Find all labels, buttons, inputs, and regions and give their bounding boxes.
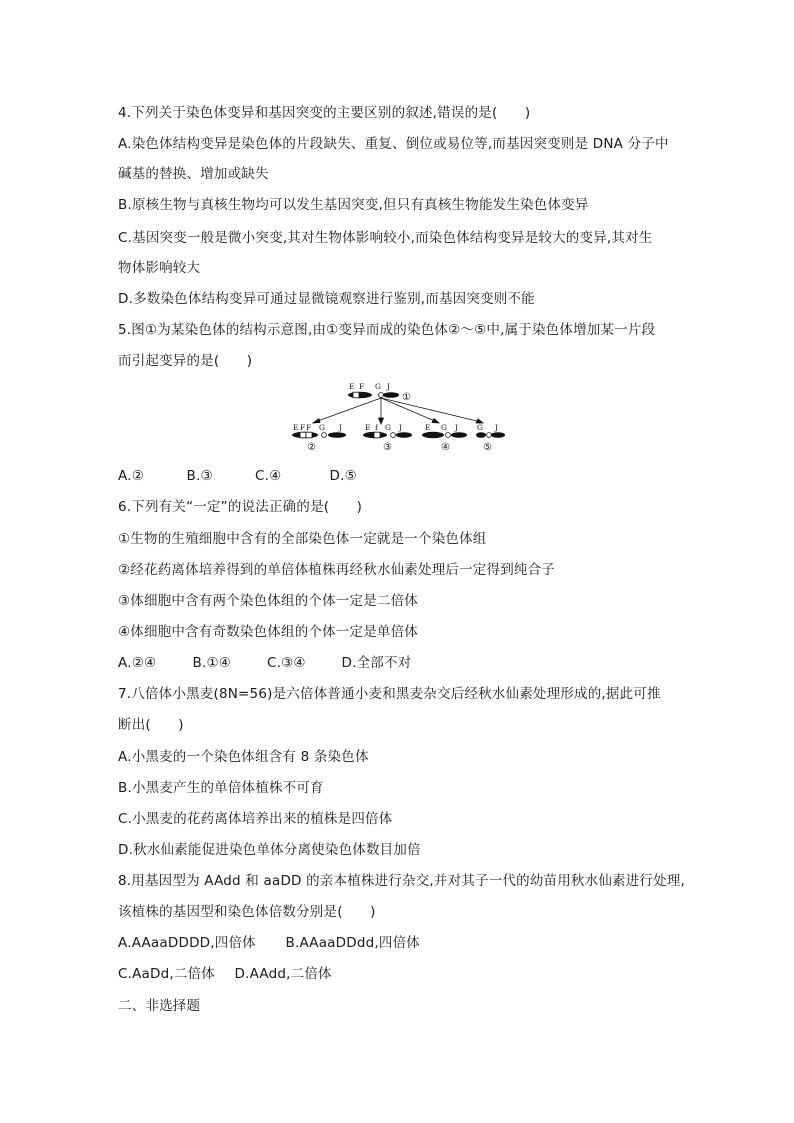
c2-label-F1: F [300, 423, 306, 432]
q4-option-c-line1: C.基因突变一般是微小突变,其对生物体影响较小,而染色体结构变异是较大的变异,其对生 [118, 230, 653, 246]
q7-stem-line2: 断出( ) [118, 717, 184, 733]
c2-label-G: G [319, 423, 325, 432]
c2-label-F2: F [306, 423, 312, 432]
chromosome-1 [348, 382, 411, 403]
q8-stem-line1: 8.用基因型为 AAdd 和 aaDD 的亲本植株进行杂交,并对其子一代的幼苗用秋水仙素进行处理, [118, 873, 686, 889]
c3-label-G: G [385, 423, 391, 432]
c2-label-E: E [293, 423, 299, 432]
q4-stem: 4.下列关于染色体变异和基因突变的主要区别的叙述,错误的是( ) [118, 105, 531, 121]
q8-option-c: C.AaDd,二倍体 [118, 966, 215, 982]
q7-option-b: B.小黑麦产生的单倍体植株不可育 [118, 780, 324, 796]
q8-option-b: B.AAaaDDdd,四倍体 [285, 935, 420, 951]
q6-options [118, 653, 411, 673]
q5-option-c: C.④ [255, 468, 282, 484]
num-4: ④ [441, 442, 450, 453]
q8-stem-line2: 该植株的基因型和染色体倍数分别是( ) [118, 904, 376, 920]
q5-option-b: B.③ [186, 468, 213, 484]
q6-statement-2: ②经花药离体培养得到的单倍体植株再经秋水仙素处理后一定得到纯合子 [118, 562, 556, 578]
chromosome-3 [363, 423, 412, 453]
q4-option-b: B.原核生物与真核生物均可以发生基因突变,但只有真核生物能发生染色体变异 [118, 197, 589, 213]
q4-option-d: D.多数染色体结构变异可通过显微镜观察进行鉴别,而基因突变则不能 [118, 291, 535, 307]
q4-option-c-line2: 物体影响较大 [118, 260, 201, 276]
arrows [313, 398, 483, 424]
num-3: ③ [383, 442, 392, 453]
section-heading-nonchoice: 二、非选择题 [118, 998, 201, 1014]
q8-option-a: A.AAaaDDDD,四倍体 [118, 935, 256, 951]
q5-stem-line1: 5.图①为某染色体的结构示意图,由①变异而成的染色体②～⑤中,属于染色体增加某一片段 [118, 322, 656, 338]
c3-label-J: J [399, 423, 403, 432]
q8-options-row1 [118, 933, 420, 953]
q8-option-d: D.AAdd,二倍体 [234, 966, 332, 982]
q6-option-b: B.①④ [192, 655, 232, 671]
q6-option-c: C.③④ [267, 655, 306, 671]
c3-label-f: f [375, 423, 378, 432]
label-E: E [349, 382, 355, 391]
chromosome-diagram [285, 380, 515, 460]
q6-statement-3: ③体细胞中含有两个染色体组的个体一定是二倍体 [118, 593, 419, 609]
chromosome-2 [292, 423, 346, 453]
q7-option-c: C.小黑麦的花药离体培养出来的植株是四倍体 [118, 811, 393, 827]
c4-label-E: E [425, 423, 431, 432]
q5-stem-line2: 而引起变异的是( ) [118, 353, 253, 369]
c4-label-J: J [455, 423, 459, 432]
chromosome-5 [476, 423, 505, 453]
c5-label-G: G [477, 423, 483, 432]
c3-label-E: E [365, 423, 371, 432]
q5-options [118, 466, 357, 486]
chromosome-4 [422, 423, 467, 453]
q4-option-a-line1: A.染色体结构变异是染色体的片段缺失、重复、倒位或易位等,而基因突变则是 DNA 分子中 [118, 136, 669, 152]
q4-option-a-line2: 碱基的替换、增加或缺失 [118, 166, 269, 182]
q7-option-a: A.小黑麦的一个染色体组含有 8 条染色体 [118, 749, 369, 765]
q5-option-a: A.② [118, 468, 144, 484]
c4-label-G: G [441, 423, 447, 432]
label-J: J [387, 382, 391, 391]
num-1: ① [402, 392, 411, 403]
c2-label-J: J [339, 423, 343, 432]
num-5: ⑤ [483, 442, 492, 453]
q6-option-d: D.全部不对 [341, 655, 412, 671]
q7-stem-line1: 7.八倍体小黑麦(8N=56)是六倍体普通小麦和黑麦杂交后经秋水仙素处理形成的,据此可推 [118, 686, 661, 702]
q8-options-row2 [118, 964, 332, 984]
q6-statement-1: ①生物的生殖细胞中含有的全部染色体一定就是一个染色体组 [118, 531, 487, 547]
num-2: ② [307, 442, 316, 453]
q6-statement-4: ④体细胞中含有奇数染色体组的个体一定是单倍体 [118, 624, 419, 640]
q6-option-a: A.②④ [118, 655, 157, 671]
q5-option-d: D.⑤ [329, 468, 357, 484]
q7-option-d: D.秋水仙素能促进染色单体分离使染色体数目加倍 [118, 842, 421, 858]
label-G: G [375, 382, 381, 391]
label-F: F [359, 382, 365, 391]
chromosome-figure [285, 380, 515, 460]
q6-stem: 6.下列有关“一定”的说法正确的是( ) [118, 499, 363, 515]
c5-label-J: J [495, 423, 499, 432]
